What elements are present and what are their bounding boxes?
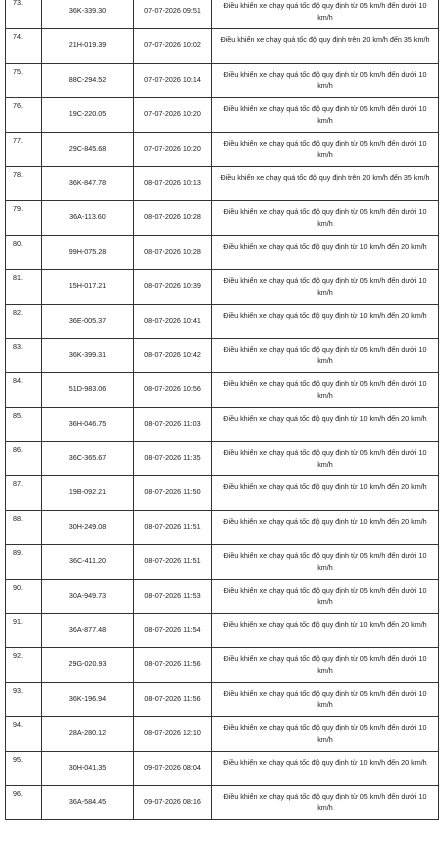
row-index: 92. (6, 648, 42, 682)
violation-description: Điều khiển xe chạy quá tốc độ quy định trên 20 km/h đến 35 km/h (212, 29, 439, 63)
plate-number: 15H-017.21 (42, 270, 134, 304)
table-row (6, 579, 439, 613)
violation-time: 08-07-2026 11:51 (134, 510, 212, 544)
violation-description: Điều khiển xe chạy quá tốc độ quy định từ 05 km/h đến dưới 10 km/h (212, 63, 439, 97)
plate-number: 28A-280.12 (42, 717, 134, 751)
row-index: 87. (6, 476, 42, 510)
table-row (6, 270, 439, 304)
plate-number: 19B-092.21 (42, 476, 134, 510)
violation-time: 08-07-2026 10:28 (134, 201, 212, 235)
violation-description: Điều khiển xe chạy quá tốc độ quy định trên 20 km/h đến 35 km/h (212, 166, 439, 200)
violation-time: 08-07-2026 11:35 (134, 442, 212, 476)
row-index: 85. (6, 407, 42, 441)
violation-description: Điều khiển xe chạy quá tốc độ quy định từ 05 km/h đến dưới 10 km/h (212, 682, 439, 716)
table-row (6, 648, 439, 682)
table-row (6, 98, 439, 132)
table-row (6, 545, 439, 579)
violation-time: 08-07-2026 11:56 (134, 682, 212, 716)
violation-description: Điều khiển xe chạy quá tốc độ quy định từ 05 km/h đến dưới 10 km/h (212, 545, 439, 579)
table-row (6, 235, 439, 269)
plate-number: 21H-019.39 (42, 29, 134, 63)
violation-description: Điều khiển xe chạy quá tốc độ quy định từ 05 km/h đến dưới 10 km/h (212, 785, 439, 819)
table-row (6, 442, 439, 476)
violation-description: Điều khiển xe chạy quá tốc độ quy định từ 05 km/h đến dưới 10 km/h (212, 0, 439, 29)
row-index: 89. (6, 545, 42, 579)
plate-number: 36A-584.45 (42, 785, 134, 819)
table-row (6, 373, 439, 407)
plate-number: 36C-365.67 (42, 442, 134, 476)
violation-time: 08-07-2026 11:50 (134, 476, 212, 510)
table-row (6, 407, 439, 441)
violation-description: Điều khiển xe chạy quá tốc độ quy định từ 10 km/h đến 20 km/h (212, 751, 439, 785)
row-index: 78. (6, 166, 42, 200)
table-row (6, 682, 439, 716)
violation-time: 08-07-2026 11:03 (134, 407, 212, 441)
row-index: 84. (6, 373, 42, 407)
table-row (6, 166, 439, 200)
plate-number: 51D-983.06 (42, 373, 134, 407)
table-row (6, 201, 439, 235)
plate-number: 36E-005.37 (42, 304, 134, 338)
plate-number: 19C-220.05 (42, 98, 134, 132)
violation-description: Điều khiển xe chạy quá tốc độ quy định từ 10 km/h đến 20 km/h (212, 510, 439, 544)
row-index: 96. (6, 785, 42, 819)
violation-time: 07-07-2026 10:14 (134, 63, 212, 97)
table-row (6, 476, 439, 510)
row-index: 74. (6, 29, 42, 63)
violation-description: Điều khiển xe chạy quá tốc độ quy định từ 05 km/h đến dưới 10 km/h (212, 338, 439, 372)
violation-description: Điều khiển xe chạy quá tốc độ quy định từ 05 km/h đến dưới 10 km/h (212, 442, 439, 476)
plate-number: 36H-046.75 (42, 407, 134, 441)
row-index: 80. (6, 235, 42, 269)
plate-number: 36C-411.20 (42, 545, 134, 579)
table-row (6, 29, 439, 63)
violation-time: 07-07-2026 10:02 (134, 29, 212, 63)
plate-number: 36K-399.31 (42, 338, 134, 372)
table-row (6, 63, 439, 97)
plate-number: 36A-113.60 (42, 201, 134, 235)
violation-description: Điều khiển xe chạy quá tốc độ quy định từ 05 km/h đến dưới 10 km/h (212, 201, 439, 235)
violation-description: Điều khiển xe chạy quá tốc độ quy định từ 05 km/h đến dưới 10 km/h (212, 373, 439, 407)
plate-number: 29G-020.93 (42, 648, 134, 682)
row-index: 91. (6, 614, 42, 648)
row-index: 83. (6, 338, 42, 372)
violation-description: Điều khiển xe chạy quá tốc độ quy định từ 05 km/h đến dưới 10 km/h (212, 717, 439, 751)
plate-number: 30H-249.08 (42, 510, 134, 544)
violation-description: Điều khiển xe chạy quá tốc độ quy định từ 10 km/h đến 20 km/h (212, 476, 439, 510)
row-index: 82. (6, 304, 42, 338)
violations-table-body (6, 0, 439, 820)
table-row (6, 510, 439, 544)
violation-time: 08-07-2026 10:28 (134, 235, 212, 269)
plate-number: 88C-294.52 (42, 63, 134, 97)
plate-number: 36A-877.48 (42, 614, 134, 648)
violation-description: Điều khiển xe chạy quá tốc độ quy định từ 10 km/h đến 20 km/h (212, 407, 439, 441)
row-index: 94. (6, 717, 42, 751)
row-index: 79. (6, 201, 42, 235)
violation-time: 09-07-2026 08:16 (134, 785, 212, 819)
table-row (6, 785, 439, 819)
row-index: 75. (6, 63, 42, 97)
violation-time: 07-07-2026 09:51 (134, 0, 212, 29)
plate-number: 30H-041.35 (42, 751, 134, 785)
violation-description: Điều khiển xe chạy quá tốc độ quy định từ 05 km/h đến dưới 10 km/h (212, 579, 439, 613)
table-row (6, 751, 439, 785)
table-row (6, 132, 439, 166)
row-index: 76. (6, 98, 42, 132)
violation-time: 08-07-2026 10:41 (134, 304, 212, 338)
row-index: 86. (6, 442, 42, 476)
violation-time: 08-07-2026 10:56 (134, 373, 212, 407)
row-index: 73. (6, 0, 42, 29)
row-index: 81. (6, 270, 42, 304)
table-row (6, 614, 439, 648)
plate-number: 99H-075.28 (42, 235, 134, 269)
row-index: 93. (6, 682, 42, 716)
violation-time: 07-07-2026 10:20 (134, 132, 212, 166)
violation-time: 09-07-2026 08:04 (134, 751, 212, 785)
violation-time: 08-07-2026 10:13 (134, 166, 212, 200)
table-row (6, 0, 439, 29)
table-row (6, 338, 439, 372)
table-row (6, 717, 439, 751)
violation-time: 07-07-2026 10:20 (134, 98, 212, 132)
violation-description: Điều khiển xe chạy quá tốc độ quy định từ 10 km/h đến 20 km/h (212, 235, 439, 269)
plate-number: 29C-845.68 (42, 132, 134, 166)
violation-description: Điều khiển xe chạy quá tốc độ quy định từ 05 km/h đến dưới 10 km/h (212, 132, 439, 166)
violation-description: Điều khiển xe chạy quá tốc độ quy định từ 05 km/h đến dưới 10 km/h (212, 648, 439, 682)
violation-description: Điều khiển xe chạy quá tốc độ quy định từ 05 km/h đến dưới 10 km/h (212, 98, 439, 132)
violation-description: Điều khiển xe chạy quá tốc độ quy định từ 10 km/h đến 20 km/h (212, 304, 439, 338)
violation-time: 08-07-2026 11:54 (134, 614, 212, 648)
violation-time: 08-07-2026 11:51 (134, 545, 212, 579)
row-index: 90. (6, 579, 42, 613)
violation-description: Điều khiển xe chạy quá tốc độ quy định từ 05 km/h đến dưới 10 km/h (212, 270, 439, 304)
violations-table (5, 0, 439, 820)
violation-time: 08-07-2026 12:10 (134, 717, 212, 751)
plate-number: 36K-196.94 (42, 682, 134, 716)
plate-number: 36K-847.78 (42, 166, 134, 200)
violation-time: 08-07-2026 11:53 (134, 579, 212, 613)
plate-number: 30A-949.73 (42, 579, 134, 613)
plate-number: 36K-339.30 (42, 0, 134, 29)
violation-time: 08-07-2026 10:39 (134, 270, 212, 304)
row-index: 77. (6, 132, 42, 166)
violation-time: 08-07-2026 10:42 (134, 338, 212, 372)
table-row (6, 304, 439, 338)
row-index: 88. (6, 510, 42, 544)
violation-description: Điều khiển xe chạy quá tốc độ quy định từ 10 km/h đến 20 km/h (212, 614, 439, 648)
violation-time: 08-07-2026 11:56 (134, 648, 212, 682)
row-index: 95. (6, 751, 42, 785)
